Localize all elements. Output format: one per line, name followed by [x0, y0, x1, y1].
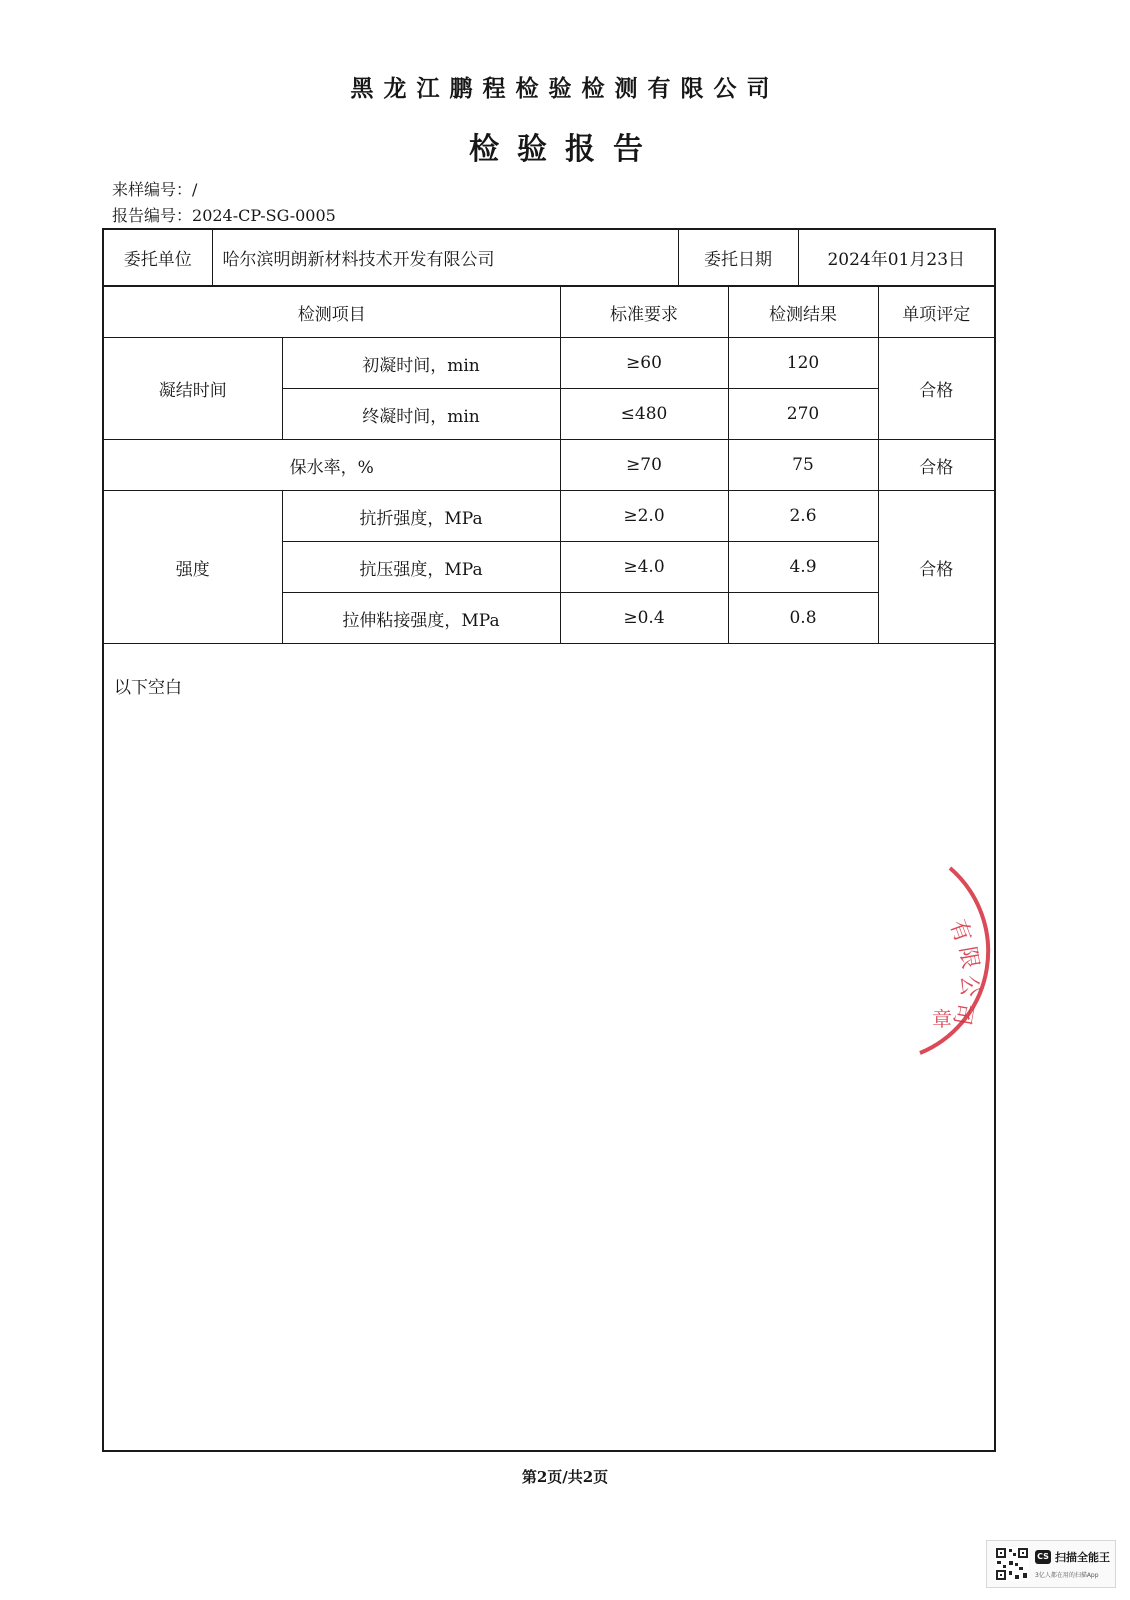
header-result: 检测结果 — [728, 287, 878, 338]
seal-suffix: 章 — [932, 1007, 952, 1031]
verdict: 合格 — [878, 338, 994, 440]
verdict: 合格 — [878, 491, 994, 644]
sample-number-value: / — [192, 180, 198, 199]
result-value: 120 — [728, 338, 878, 389]
result-value: 75 — [728, 440, 878, 491]
sample-number-line — [112, 177, 197, 200]
client-date-label: 委托日期 — [678, 230, 798, 286]
standard-value: ≤480 — [560, 389, 728, 440]
item-name: 保水率，% — [104, 440, 560, 491]
report-frame — [102, 228, 996, 1452]
table-row — [104, 338, 994, 389]
group-name: 凝结时间 — [104, 338, 282, 440]
header-verdict: 单项评定 — [878, 287, 994, 338]
scanner-app-name: 扫描全能王 — [1055, 1551, 1110, 1564]
report-number-line — [112, 203, 336, 226]
results-table — [104, 286, 994, 644]
result-value: 270 — [728, 389, 878, 440]
item-name: 初凝时间，min — [282, 338, 560, 389]
page-number: 第2页/共2页 — [521, 1468, 609, 1486]
table-header-row — [104, 287, 994, 338]
standard-value: ≥60 — [560, 338, 728, 389]
standard-value: ≥4.0 — [560, 542, 728, 593]
client-table — [104, 230, 994, 286]
result-value: 0.8 — [728, 593, 878, 644]
result-value: 2.6 — [728, 491, 878, 542]
report-number-label: 报告编号： — [112, 206, 193, 225]
client-name: 哈尔滨明朗新材料技术开发有限公司 — [212, 230, 678, 286]
verdict: 合格 — [878, 440, 994, 491]
standard-value: ≥70 — [560, 440, 728, 491]
seal-text-1: 有 — [944, 916, 976, 946]
item-name: 拉伸粘接强度，MPa — [282, 593, 560, 644]
header-standard: 标准要求 — [560, 287, 728, 338]
seal-text-3: 公 — [956, 975, 981, 998]
item-name: 抗折强度，MPa — [282, 491, 560, 542]
standard-value: ≥2.0 — [560, 491, 728, 542]
item-name: 终凝时间，min — [282, 389, 560, 440]
client-date: 2024年01月23日 — [798, 230, 994, 286]
table-row — [104, 440, 994, 491]
item-name: 抗压强度，MPa — [282, 542, 560, 593]
company-name: 黑龙江鹏程检验检测有限公司 — [350, 75, 780, 102]
blank-note: 以下空白 — [114, 678, 182, 698]
group-name: 强度 — [104, 491, 282, 644]
report-number-value: 2024-CP-SG-0005 — [192, 206, 336, 225]
scanner-tagline: 3亿人都在用的扫描App — [1035, 1572, 1099, 1579]
table-row — [104, 491, 994, 542]
header-item: 检测项目 — [104, 287, 560, 338]
company-seal-stamp — [880, 848, 1050, 1088]
standard-value: ≥0.4 — [560, 593, 728, 644]
scanner-badge: CS — [1035, 1550, 1051, 1564]
qr-code-icon — [995, 1547, 1029, 1581]
report-title: 检验报告 — [469, 132, 661, 167]
seal-text-2: 限 — [954, 944, 983, 971]
seal-text-4: 司 — [948, 1000, 977, 1027]
sample-number-label: 来样编号： — [112, 180, 193, 199]
result-value: 4.9 — [728, 542, 878, 593]
client-label: 委托单位 — [104, 230, 212, 286]
scanner-watermark — [986, 1540, 1116, 1588]
